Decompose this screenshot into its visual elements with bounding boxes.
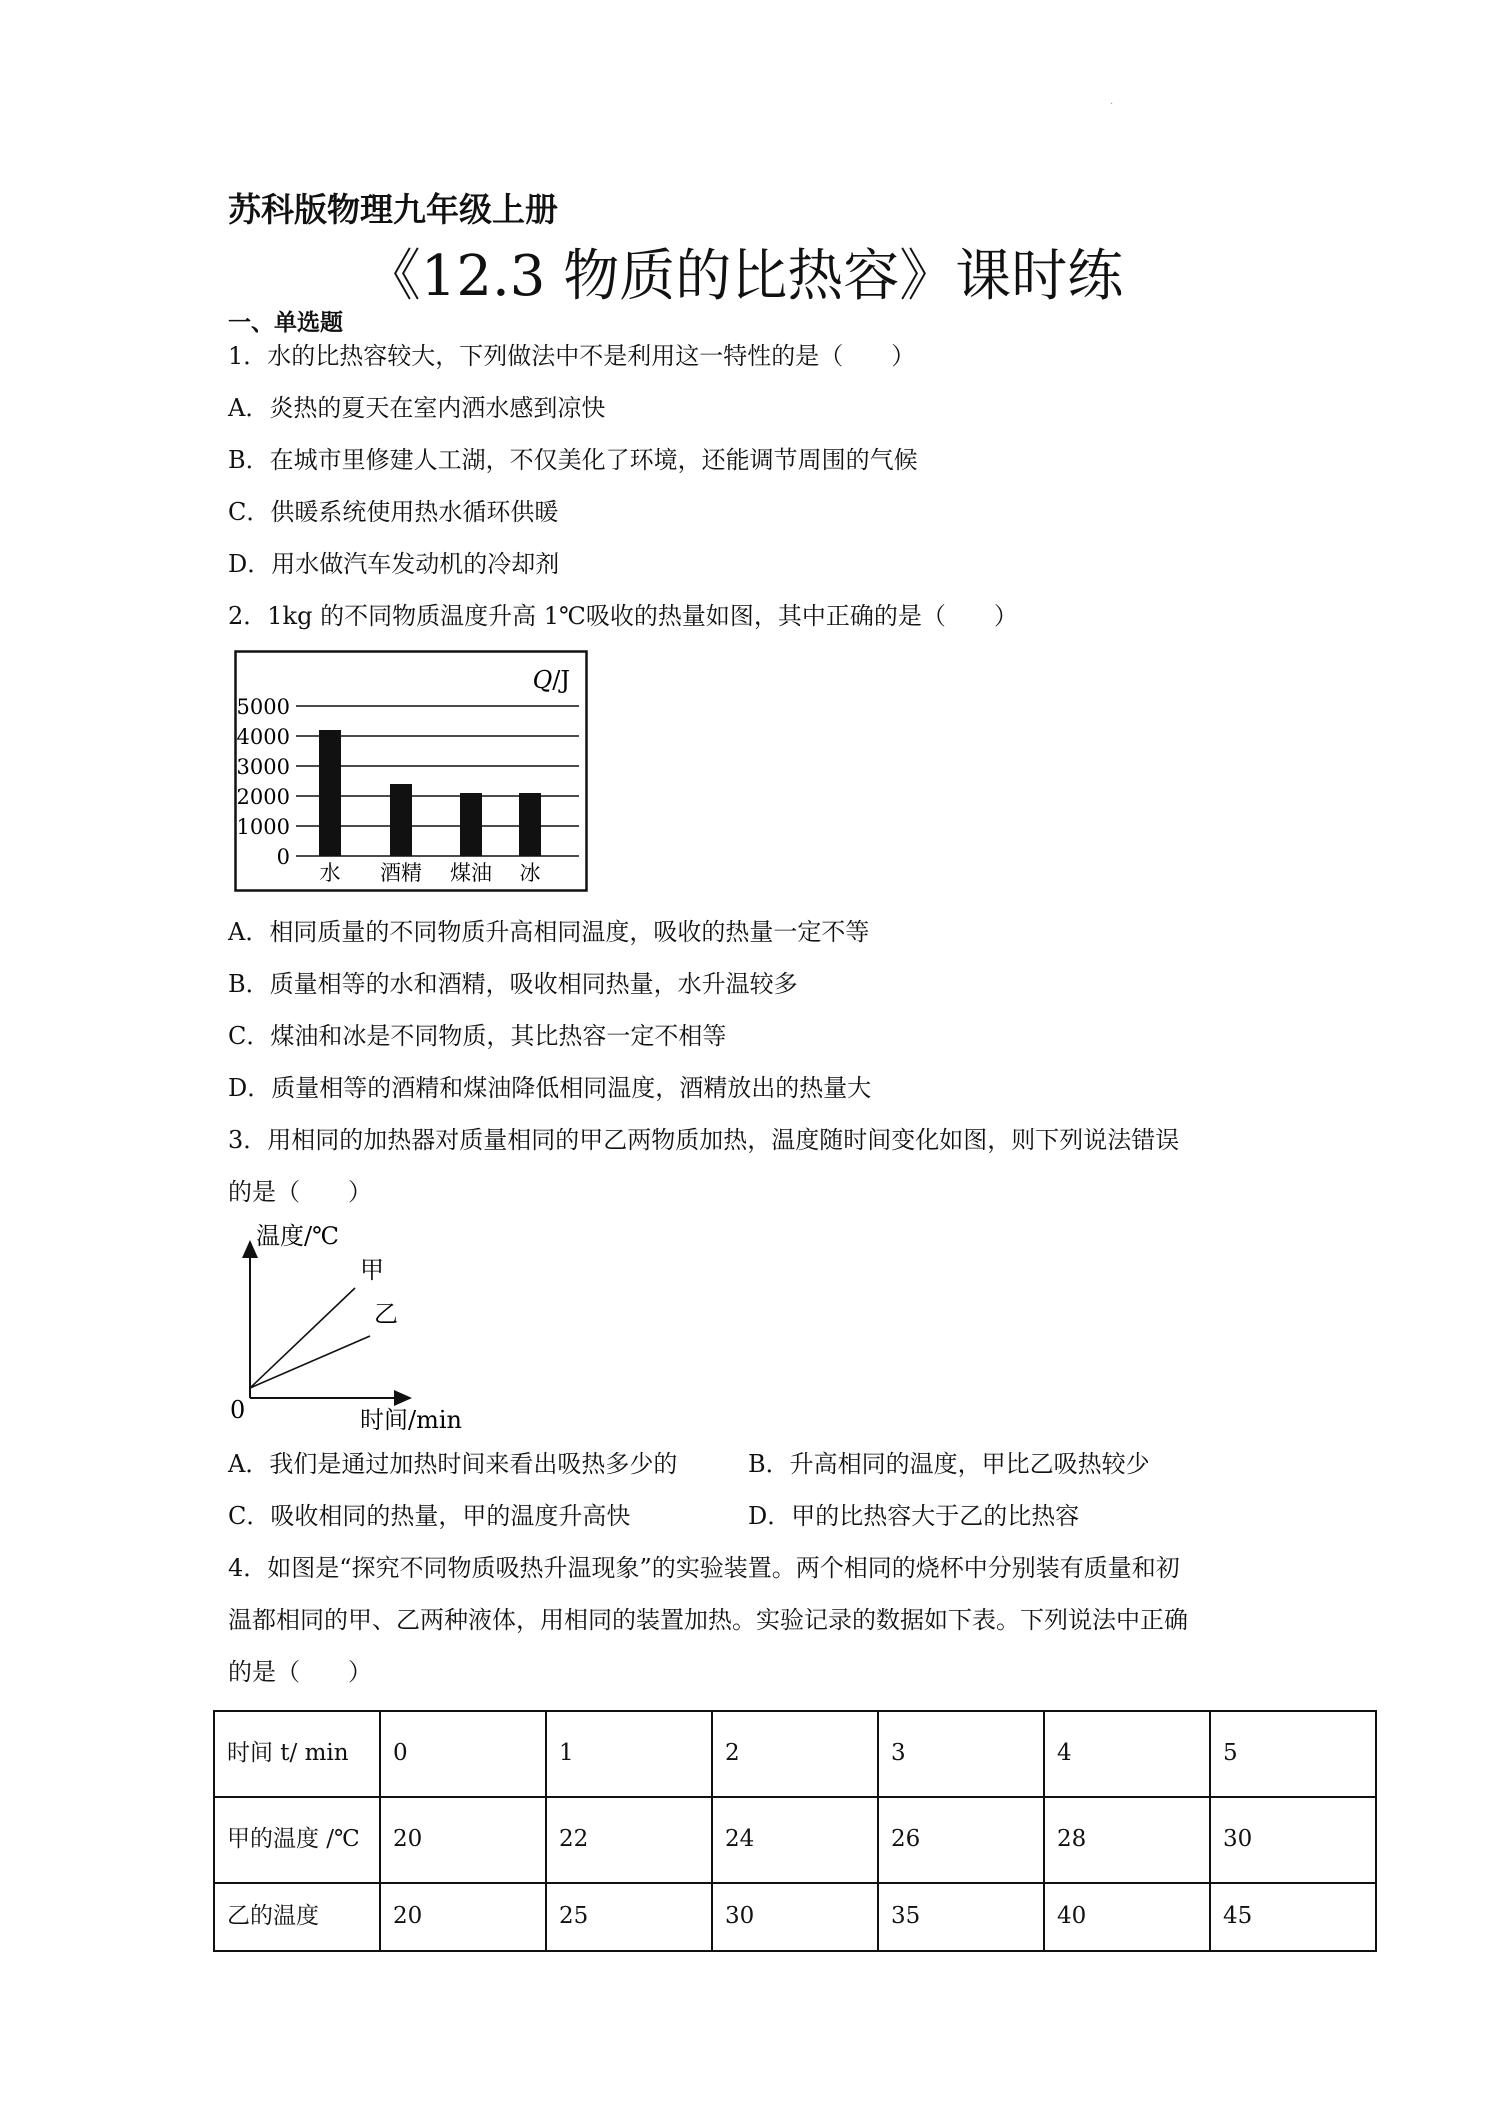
table-cell: 35 (878, 1883, 1044, 1951)
x-category-label: 冰 (519, 861, 541, 885)
y-tick-label: 1000 (236, 815, 290, 839)
q2-option-a: A．相同质量的不同物质升高相同温度，吸收的热量一定不等 (228, 918, 870, 946)
y-tick-label: 4000 (236, 725, 290, 749)
table-cell: 40 (1044, 1883, 1210, 1951)
subtitle: 苏科版物理九年级上册 (228, 190, 558, 229)
bar (519, 793, 541, 856)
q3-stem-line2: 的是（ ） (228, 1178, 372, 1206)
series-line (250, 1336, 370, 1388)
line-chart (220, 1220, 490, 1435)
q3-option-a: A．我们是通过加热时间来看出吸热多少的 (228, 1450, 678, 1478)
table-cell: 24 (712, 1797, 878, 1883)
y-tick-label: 3000 (236, 755, 290, 779)
q3-option-d: D．甲的比热容大于乙的比热容 (748, 1502, 1080, 1530)
table-header-time: 时间 t/ min (214, 1711, 380, 1797)
data-table (213, 1710, 1377, 1952)
y-tick-label: 2000 (236, 785, 290, 809)
table-cell: 22 (546, 1797, 712, 1883)
q1-option-c: C．供暖系统使用热水循环供暖 (228, 498, 559, 526)
table-cell: 3 (878, 1711, 1044, 1797)
series-label: 乙 (374, 1300, 398, 1328)
table-cell: 30 (712, 1883, 878, 1951)
x-axis-label: 时间/min (360, 1406, 462, 1434)
q1-stem: 1．水的比热容较大，下列做法中不是利用这一特性的是（ ） (228, 342, 916, 370)
q3-option-c: C．吸收相同的热量，甲的温度升高快 (228, 1502, 631, 1530)
table-header-b: 乙的温度 (214, 1883, 380, 1951)
table-cell: 5 (1210, 1711, 1376, 1797)
section-heading: 一、单选题 (228, 310, 343, 336)
q1-option-b: B．在城市里修建人工湖，不仅美化了环境，还能调节周围的气候 (228, 446, 918, 474)
table-cell: 4 (1044, 1711, 1210, 1797)
q1-option-d: D．用水做汽车发动机的冷却剂 (228, 550, 560, 578)
q4-stem-line2: 温都相同的甲、乙两种液体，用相同的装置加热。实验记录的数据如下表。下列说法中正确 (228, 1606, 1188, 1634)
bar (319, 730, 341, 856)
bar (460, 793, 482, 856)
table-cell: 30 (1210, 1797, 1376, 1883)
table-cell: 25 (546, 1883, 712, 1951)
table-cell: 0 (380, 1711, 546, 1797)
x-category-label: 酒精 (380, 861, 422, 885)
origin-label: 0 (230, 1396, 246, 1424)
y-axis-label: 温度/℃ (256, 1222, 339, 1250)
table-header-a: 甲的温度 /℃ (214, 1797, 380, 1883)
header-dot: . (1110, 96, 1114, 107)
q2-option-d: D．质量相等的酒精和煤油降低相同温度，酒精放出的热量大 (228, 1074, 872, 1102)
page-title: 《12.3 物质的比热容》课时练 (364, 244, 1124, 309)
table-cell: 28 (1044, 1797, 1210, 1883)
q4-stem-line1: 4．如图是“探究不同物质吸热升温现象”的实验装置。两个相同的烧杯中分别装有质量和初 (228, 1554, 1180, 1582)
q3-stem-line1: 3．用相同的加热器对质量相同的甲乙两物质加热，温度随时间变化如图，则下列说法错误 (228, 1126, 1180, 1154)
table-row (214, 1797, 1376, 1883)
series-line (250, 1288, 355, 1388)
q2-stem: 2．1kg 的不同物质温度升高 1℃吸收的热量如图，其中正确的是（ ） (228, 602, 1018, 630)
x-category-label: 煤油 (450, 861, 492, 885)
q2-option-c: C．煤油和冰是不同物质，其比热容一定不相等 (228, 1022, 727, 1050)
bar-chart (234, 650, 588, 892)
table-cell: 1 (546, 1711, 712, 1797)
x-category-label: 水 (319, 861, 341, 885)
table-cell: 26 (878, 1797, 1044, 1883)
table-row (214, 1883, 1376, 1951)
table-cell: 45 (1210, 1883, 1376, 1951)
bar (390, 784, 412, 856)
table-cell: 20 (380, 1797, 546, 1883)
table-row (214, 1711, 1376, 1797)
table-cell: 2 (712, 1711, 878, 1797)
series-label: 甲 (360, 1256, 384, 1284)
y-axis-label: Q/J (532, 666, 570, 694)
y-tick-label: 0 (276, 845, 290, 869)
y-tick-label: 5000 (236, 695, 290, 719)
q3-option-b: B．升高相同的温度，甲比乙吸热较少 (748, 1450, 1150, 1478)
q1-option-a: A．炎热的夏天在室内洒水感到凉快 (228, 394, 606, 422)
q4-stem-line3: 的是（ ） (228, 1658, 372, 1686)
table-cell: 20 (380, 1883, 546, 1951)
q2-option-b: B．质量相等的水和酒精，吸收相同热量，水升温较多 (228, 970, 798, 998)
